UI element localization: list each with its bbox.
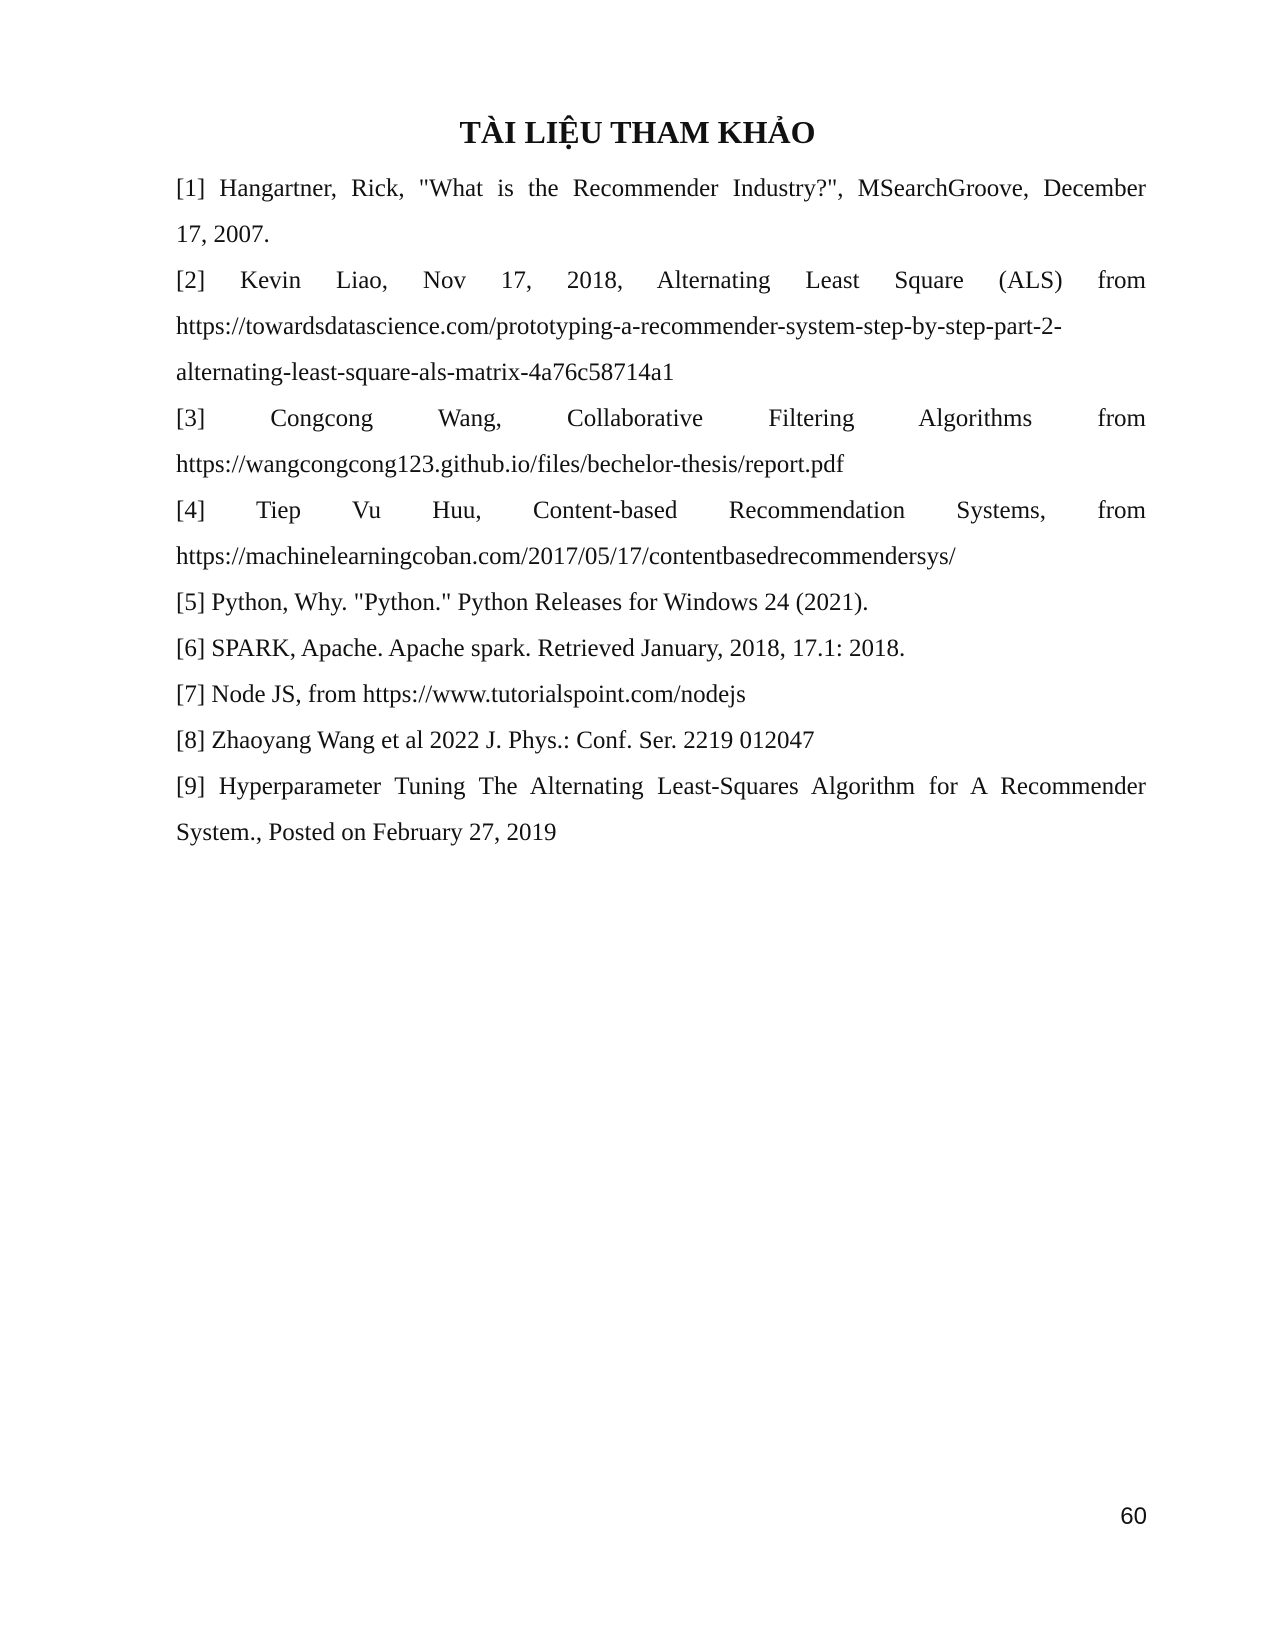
reference-3-line-1: [3] Congcong Wang, Collaborative Filtering Algorithms from — [176, 405, 1146, 432]
page-number: 60 — [1120, 1503, 1147, 1530]
reference-9-line-2: System., Posted on February 27, 2019 — [176, 819, 557, 846]
reference-1-line-1: [1] Hangartner, Rick, "What is the Recommender Industry?", MSearchGroove, December — [176, 175, 1146, 202]
reference-item-2 — [176, 258, 1146, 396]
reference-item-7 — [176, 672, 1146, 718]
reference-item-8 — [176, 718, 1146, 764]
reference-5-line-1: [5] Python, Why. "Python." Python Releases for Windows 24 (2021). — [176, 589, 869, 616]
reference-item-6 — [176, 626, 1146, 672]
reference-item-3 — [176, 396, 1146, 488]
reference-7-line-1: [7] Node JS, from https://www.tutorialspoint.com/nodejs — [176, 681, 746, 708]
reference-item-9 — [176, 764, 1146, 856]
reference-9-line-1: [9] Hyperparameter Tuning The Alternating Least-Squares Algorithm for A Recommender — [176, 773, 1146, 800]
reference-2-line-3: alternating-least-square-als-matrix-4a76c58714a1 — [176, 359, 675, 386]
reference-list — [176, 166, 1146, 856]
reference-1-line-2: 17, 2007. — [176, 221, 270, 248]
reference-4-line-1: [4] Tiep Vu Huu, Content-based Recommendation Systems, from — [176, 497, 1146, 524]
reference-2-line-1: [2] Kevin Liao, Nov 17, 2018, Alternating Least Square (ALS) from — [176, 267, 1146, 294]
page-title: TÀI LIỆU THAM KHẢO — [459, 114, 816, 150]
reference-4-line-2: https://machinelearningcoban.com/2017/05/17/contentbasedrecommendersys/ — [176, 543, 956, 570]
reference-2-line-2: https://towardsdatascience.com/prototyping-a-recommender-system-step-by-step-part-2- — [176, 313, 1063, 340]
reference-3-line-2: https://wangcongcong123.github.io/files/bechelor-thesis/report.pdf — [176, 451, 845, 478]
reference-item-5 — [176, 580, 1146, 626]
reference-item-1 — [176, 166, 1146, 258]
reference-item-4 — [176, 488, 1146, 580]
reference-8-line-1: [8] Zhaoyang Wang et al 2022 J. Phys.: Conf. Ser. 2219 012047 — [176, 727, 815, 754]
reference-6-line-1: [6] SPARK, Apache. Apache spark. Retrieved January, 2018, 17.1: 2018. — [176, 635, 906, 662]
